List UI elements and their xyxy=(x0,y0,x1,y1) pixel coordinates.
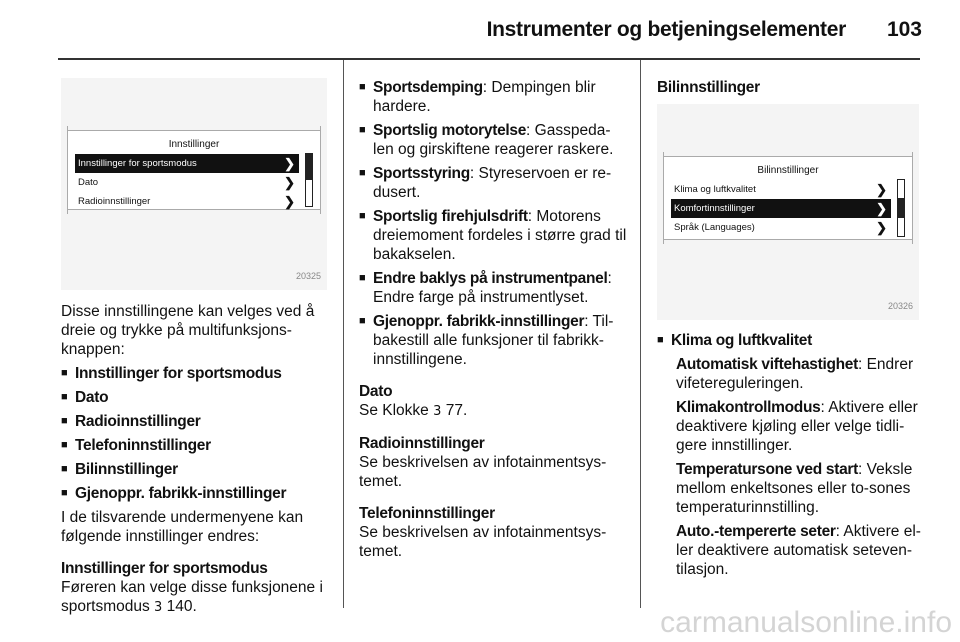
bullet-item: ■ Sportslig motorytelse: Gasspeda-len og girskiftene reagerer raskere. xyxy=(359,121,629,159)
display-screen xyxy=(663,156,913,240)
menu-item-language: Språk (Languages) ❯ xyxy=(674,220,887,235)
bullet-item: ■ Endre baklys på instrumentpanel: Endre farge på instrumentlyset. xyxy=(359,269,629,307)
entry-text: Auto.-tempererte seter: Aktivere el-ler deaktivere automatisk seteven-tilasjon. xyxy=(676,523,921,578)
column-2 xyxy=(359,78,629,561)
section-heading: Dato xyxy=(359,383,393,400)
intro-text: Disse innstillingene kan velges ved å dreie og trykke på multifunksjons-knappen: xyxy=(61,303,315,358)
screen-title: Innstillinger xyxy=(168,139,220,150)
chevron-right-icon: ❯ xyxy=(284,175,295,190)
figure-number: 20325 xyxy=(295,271,321,281)
bullet-item: ■ Gjenoppr. fabrikk-innstillinger: Til-bakestill alle funksjoner til fabrikk-innstillingene. xyxy=(359,312,629,369)
section-heading: Innstillinger for sportsmodus xyxy=(61,560,268,577)
bullet-item: ■ Sportsstyring: Styreservoen er re-dusert. xyxy=(359,164,629,202)
section-heading: Radioinnstillinger xyxy=(359,435,485,452)
menu-item-comfort: Komfortinnstillinger ❯ xyxy=(671,199,891,218)
display-screen xyxy=(67,130,321,210)
body-text: Se beskrivelsen av infotainmentsys-temet. xyxy=(359,524,607,560)
bullet-item: ■ Innstillinger for sportsmodus xyxy=(61,364,331,383)
bullet-item: ■ Sportsdemping: Dempingen blir hardere. xyxy=(359,78,629,116)
body-text: Se Klokke 3 77. xyxy=(359,402,468,419)
settings-menu-figure xyxy=(61,78,327,290)
page-number: 103 xyxy=(886,18,922,41)
scrollbar xyxy=(897,179,905,237)
header-rule xyxy=(58,58,920,60)
page-header xyxy=(0,0,960,58)
page-ref-icon: 3 xyxy=(154,600,163,615)
chevron-right-icon: ❯ xyxy=(284,194,295,209)
bullet-item: ■ Radioinnstillinger xyxy=(61,412,331,431)
page-title: Instrumenter og betjeningselementer xyxy=(486,18,846,41)
body-text: Føreren kan velge disse funksjonene i sportsmodus 3 140. xyxy=(61,579,323,615)
section-heading: Bilinnstillinger xyxy=(657,79,760,96)
entry-text: Automatisk viftehastighet: Endrer vifetereguleringen. xyxy=(676,356,914,392)
bullet-item: ■ Bilinnstillinger xyxy=(61,460,331,479)
column-divider-1 xyxy=(343,60,344,608)
screen-title: Bilinnstillinger xyxy=(757,165,819,176)
section-heading: Telefoninnstillinger xyxy=(359,505,495,522)
menu-item-sports-mode: Innstillinger for sportsmodus ❯ xyxy=(75,154,299,173)
chevron-right-icon: ❯ xyxy=(876,220,887,235)
bullet-item: ■ Dato xyxy=(61,388,331,407)
bullet-item: ■ Klima og luftkvalitet xyxy=(657,331,921,350)
chevron-right-icon: ❯ xyxy=(876,201,887,216)
bullet-item: ■ Telefoninnstillinger xyxy=(61,436,331,455)
entry-text: Klimakontrollmodus: Aktivere eller deaktivere kjøling eller velge tidli-gere innstillinger. xyxy=(676,399,918,454)
page-ref-icon: 3 xyxy=(433,404,442,419)
body-text: Se beskrivelsen av infotainmentsys-temet. xyxy=(359,454,607,490)
column-divider-2 xyxy=(640,60,641,608)
entry-text: Temperatursone ved start: Veksle mellom enkeltsones eller to-sones temperaturinnstilling. xyxy=(676,461,913,516)
footer-watermark[interactable]: carmanualsonline.info xyxy=(660,606,952,639)
scrollbar xyxy=(305,153,313,207)
chevron-right-icon: ❯ xyxy=(284,156,295,171)
body-text: I de tilsvarende undermenyene kan følgende innstillinger endres: xyxy=(61,509,304,545)
chevron-right-icon: ❯ xyxy=(876,182,887,197)
bullet-item: ■ Sportslig firehjulsdrift: Motorens dreiemoment fordeles i større grad til bakakselen. xyxy=(359,207,629,264)
menu-item-date: Dato ❯ xyxy=(78,175,295,190)
menu-item-climate: Klima og luftkvalitet ❯ xyxy=(674,182,887,197)
figure-number: 20326 xyxy=(887,301,913,311)
menu-item-radio: Radioinnstillinger ❯ xyxy=(78,194,295,209)
bullet-item: ■ Gjenoppr. fabrikk-innstillinger xyxy=(61,484,331,503)
vehicle-settings-figure xyxy=(657,104,919,320)
